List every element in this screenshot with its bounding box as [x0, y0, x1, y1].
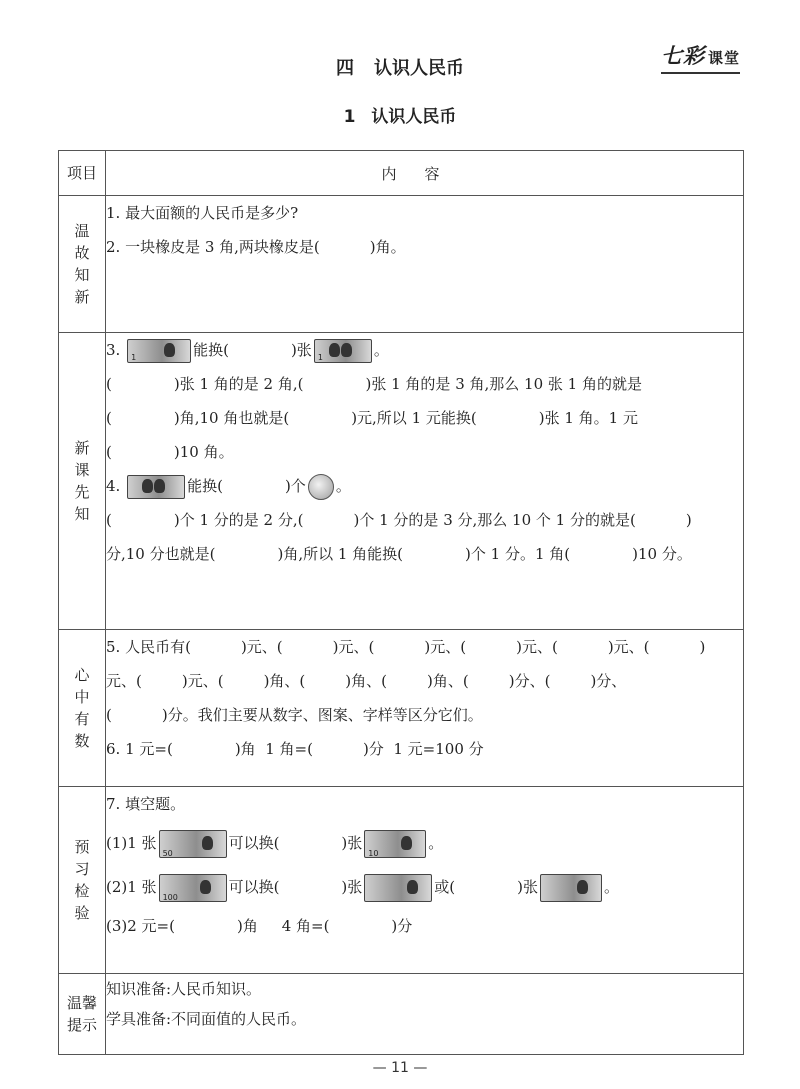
text-fragment: )分	[391, 917, 413, 935]
section-name: 认识人民币	[371, 107, 457, 127]
ten-yuan-denomination: 10	[368, 849, 379, 858]
newlesson-label: 新课先知	[74, 439, 90, 523]
question-2-text-a: 2. 一块橡皮是 3 角,两块橡皮是(	[106, 238, 320, 256]
text-fragment: 4 角=(	[281, 917, 330, 935]
ten-yuan-note-image	[540, 874, 602, 902]
text-fragment: )分	[362, 740, 384, 758]
table-header-row	[59, 151, 744, 196]
text-fragment: )个 1 分的是 2 分,(	[173, 511, 304, 529]
review-content	[106, 196, 744, 333]
text-fragment: 分,10 分也就是(	[106, 545, 216, 563]
text-fragment: )元、(	[607, 638, 650, 656]
question-6	[106, 732, 743, 766]
preview-label: 预习检验	[74, 838, 90, 922]
ten-yuan-note-image	[364, 830, 426, 858]
chapter-number: 四	[336, 58, 354, 79]
text-fragment: 可以换(	[228, 834, 280, 852]
question-4-number: 4.	[106, 477, 121, 495]
header-content-cell: 内容	[106, 151, 744, 196]
text-fragment: 1 元=100 分	[393, 740, 484, 758]
mind-label: 心中有数	[74, 666, 90, 750]
newlesson-row	[59, 333, 744, 630]
one-yuan-denomination: 1	[131, 353, 137, 362]
question-3-text-c: 。	[373, 341, 389, 359]
hundred-yuan-note-image	[159, 874, 227, 902]
text-fragment: (2)1 张	[106, 878, 157, 896]
review-row	[59, 196, 744, 333]
text-fragment: )张 1 角。1 元	[538, 409, 638, 427]
section-number: 1	[343, 107, 356, 127]
tip-knowledge: 知识准备:人民币知识。	[106, 980, 262, 998]
text-fragment: )个	[284, 477, 306, 495]
text-fragment: 5. 人民币有(	[106, 638, 191, 656]
portrait-mark	[329, 343, 340, 357]
text-fragment: 能换(	[187, 477, 223, 495]
question-3-line-2	[106, 401, 743, 435]
newlesson-label-cell	[59, 333, 106, 630]
worksheet-table	[58, 150, 744, 1055]
question-4	[106, 469, 743, 503]
fifty-yuan-denomination: 50	[162, 849, 173, 858]
text-fragment: (	[106, 409, 112, 427]
question-7-part-2	[106, 865, 743, 909]
text-fragment: )个 1 分的是 3 分,那么 10 个 1 分的就是(	[353, 511, 636, 529]
text-fragment: )张	[341, 834, 363, 852]
portrait-mark	[577, 880, 588, 894]
question-1: 1. 最大面额的人民币是多少?	[106, 204, 299, 222]
text-fragment: 6. 1 元=(	[106, 740, 173, 758]
text-fragment: )元,所以 1 元能换(	[351, 409, 477, 427]
review-label: 温故知新	[74, 222, 90, 306]
mind-label-cell	[59, 630, 106, 787]
portrait-mark	[164, 343, 175, 357]
one-jiao-note-image	[127, 475, 185, 499]
chapter-title	[0, 54, 800, 80]
text-fragment: )个 1 分。1 角(	[465, 545, 571, 563]
chapter-name: 认识人民币	[374, 58, 464, 79]
text-fragment: 元、(	[106, 672, 142, 690]
text-fragment: )元、(	[516, 638, 558, 656]
question-5-line-3	[106, 698, 743, 732]
text-fragment: (	[106, 375, 112, 393]
question-2-text-b: )角。	[369, 238, 406, 256]
text-fragment: (	[106, 443, 112, 461]
logo-script: 七彩	[660, 44, 705, 68]
text-fragment: )角,所以 1 角能换(	[277, 545, 404, 563]
text-fragment: )角、(	[263, 672, 306, 690]
portrait-mark	[341, 343, 352, 357]
tip-supplies: 学具准备:不同面值的人民币。	[106, 1010, 307, 1028]
preview-label-cell	[59, 787, 106, 974]
question-3-text-b: )张	[290, 341, 312, 359]
text-fragment: )元、(	[240, 638, 283, 656]
question-3	[106, 333, 743, 367]
text-fragment: )	[699, 638, 706, 656]
text-fragment: )张 1 角的是 3 角,那么 10 张 1 角的就是	[365, 375, 642, 393]
question-3-text-a: 能换(	[193, 341, 229, 359]
text-fragment: )分、(	[508, 672, 551, 690]
question-5	[106, 630, 743, 664]
question-4-line-1	[106, 503, 743, 537]
text-fragment: )角	[234, 740, 256, 758]
newlesson-content	[106, 333, 744, 630]
page-number: — 11 —	[372, 1060, 428, 1076]
text-fragment: )张	[517, 878, 538, 896]
text-fragment: (	[106, 706, 112, 724]
review-label-cell	[59, 196, 106, 333]
tips-row	[59, 974, 744, 1055]
question-3-number: 3.	[106, 341, 121, 359]
text-fragment: )10 角。	[173, 443, 234, 461]
text-fragment: )角,10 角也就是(	[173, 409, 290, 427]
tips-content	[106, 974, 744, 1055]
text-fragment: )张 1 角的是 2 角,(	[173, 375, 304, 393]
mind-row	[59, 630, 744, 787]
portrait-mark	[154, 479, 165, 493]
text-fragment: 可以换(	[228, 878, 280, 896]
one-jiao-denomination: 1	[317, 353, 323, 362]
text-fragment: 。	[604, 878, 620, 896]
logo-word: 课堂	[707, 49, 740, 67]
text-fragment: )张	[341, 878, 363, 896]
text-fragment: )10 分。	[632, 545, 692, 563]
fifty-yuan-note-image	[159, 830, 227, 858]
portrait-mark	[401, 836, 412, 850]
portrait-mark	[142, 479, 153, 493]
text-fragment: )元、(	[332, 638, 375, 656]
one-jiao-note-image	[314, 339, 372, 363]
portrait-mark	[202, 836, 213, 850]
question-7-part-3	[106, 909, 743, 943]
hundred-yuan-denomination: 100	[162, 893, 178, 902]
text-fragment: )元、(	[181, 672, 224, 690]
text-fragment: (	[106, 511, 112, 529]
preview-row	[59, 787, 744, 974]
question-7-part-1	[106, 821, 743, 865]
portrait-mark	[200, 880, 211, 894]
one-fen-coin-image	[308, 474, 334, 500]
text-fragment: )分、	[590, 672, 627, 690]
section-title	[0, 102, 800, 127]
text-fragment: (1)1 张	[106, 834, 157, 852]
text-fragment: 或(	[434, 878, 456, 896]
text-fragment: )元、(	[424, 638, 467, 656]
question-3-line-3	[106, 435, 743, 469]
one-yuan-note-image	[127, 339, 191, 363]
text-fragment: 。	[428, 834, 444, 852]
portrait-mark	[407, 880, 418, 894]
question-5-line-2	[106, 664, 743, 698]
question-4-line-2	[106, 537, 743, 571]
question-7: 7. 填空题。	[106, 795, 186, 813]
question-2	[106, 230, 743, 264]
mind-content	[106, 630, 744, 787]
header-item-cell: 项目	[59, 151, 106, 196]
tips-label-cell	[59, 974, 106, 1055]
text-fragment: )	[685, 511, 692, 529]
text-fragment: 。	[335, 477, 351, 495]
preview-content	[106, 787, 744, 974]
text-fragment: )分。我们主要从数字、图案、字样等区分它们。	[161, 706, 483, 724]
text-fragment: )角	[236, 917, 258, 935]
text-fragment: )角、(	[427, 672, 469, 690]
fifty-yuan-note-image	[364, 874, 432, 902]
tips-label: 温馨提示	[66, 994, 97, 1034]
text-fragment: (3)2 元=(	[106, 917, 175, 935]
text-fragment: 1 角=(	[265, 740, 313, 758]
text-fragment: )角、(	[345, 672, 388, 690]
question-3-line-1	[106, 367, 743, 401]
